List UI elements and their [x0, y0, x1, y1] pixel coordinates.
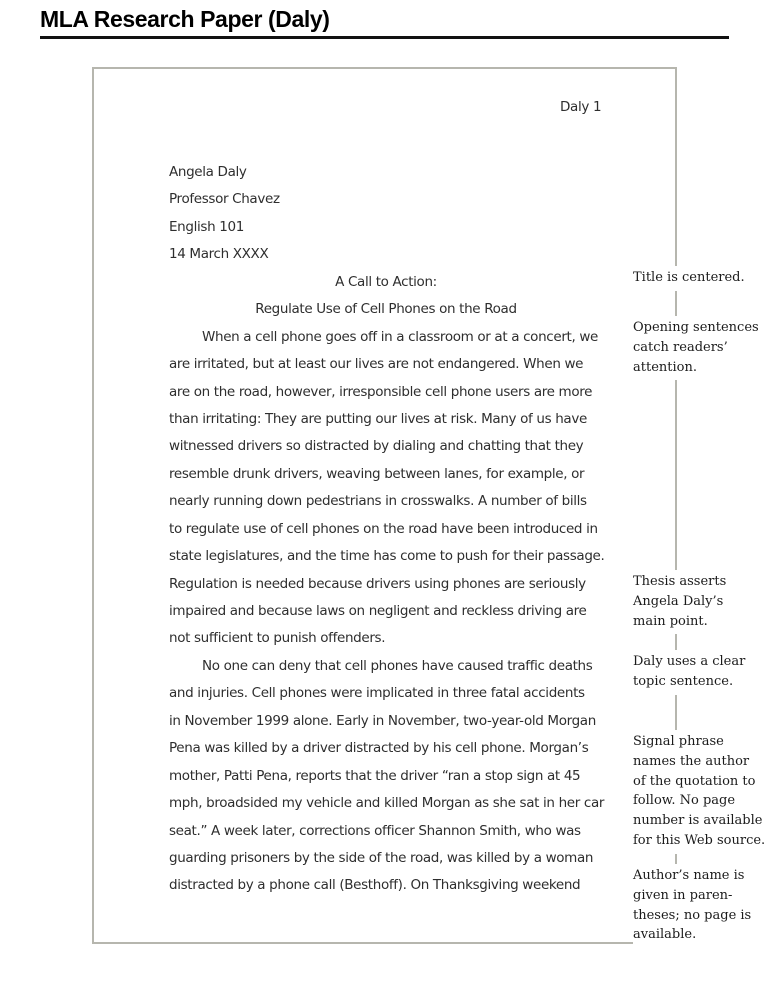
annotation-line: for this Web source. [633, 832, 766, 848]
annotation-line: Daly uses a clear [633, 654, 746, 669]
mla-heading-block [169, 159, 603, 269]
margin-annotation [633, 650, 767, 695]
annotation-line: Author’s name is [633, 868, 745, 883]
annotation-line: number is available [633, 813, 763, 829]
body-line: seat.” A week later, corrections officer Shannon Smith, who was [169, 822, 581, 839]
annotation-line: follow. No page [633, 793, 736, 809]
annotation-line: topic sentence. [633, 673, 734, 689]
heading-line: English 101 [169, 218, 244, 235]
body-line: Regulation is needed because drivers using phones are seriously [169, 575, 586, 592]
annotation-line: Title is centered. [633, 270, 745, 285]
annotation-line: theses; no page is [633, 907, 752, 923]
annotation-line: catch readers’ [633, 339, 728, 355]
annotation-line: Angela Daly’s [633, 593, 724, 609]
document-banner-title: MLA Research Paper (Daly) [40, 6, 330, 32]
annotation-line: Opening sentences [633, 320, 759, 335]
annotation-line: Thesis asserts [633, 574, 727, 589]
heading-line: 14 March XXXX [169, 246, 269, 263]
body-line: guarding prisoners by the side of the road, was killed by a woman [169, 849, 594, 866]
annotation-line: main point. [633, 613, 708, 629]
body-line: are on the road, however, irresponsible cell phone users are more [169, 383, 593, 400]
body-line: not sufficient to punish offenders. [169, 630, 386, 647]
banner-rule [40, 36, 729, 39]
body-line: and injuries. Cell phones were implicated in three fatal accidents [169, 685, 585, 702]
body-line: When a cell phone goes off in a classroom or at a concert, we [202, 328, 598, 345]
margin-annotation [633, 864, 767, 948]
body-line: Pena was killed by a driver distracted by his cell phone. Morgan’s [169, 740, 589, 757]
running-head-page-number: Daly 1 [560, 99, 602, 115]
annotation-line: of the quotation to [633, 773, 756, 789]
essay-title [169, 269, 603, 324]
body-line: nearly running down pedestrians in crosswalks. A number of bills [169, 493, 587, 510]
heading-line: Angela Daly [169, 164, 247, 180]
body-line: impaired and because laws on negligent and reckless driving are [169, 603, 587, 619]
body-line: than irritating: They are putting our lives at risk. Many of us have [169, 410, 587, 427]
body-line: mph, broadsided my vehicle and killed Morgan as she sat in her car [169, 795, 605, 812]
body-line: mother, Patti Pena, reports that the driver “ran a stop sign at 45 [169, 767, 581, 784]
margin-annotation [633, 570, 767, 634]
annotation-line: available. [633, 927, 697, 943]
body-line: distracted by a phone call (Besthoff). On Thanksgiving weekend [169, 877, 581, 894]
heading-line: Professor Chavez [169, 191, 280, 208]
body-line: No one can deny that cell phones have caused traffic deaths [202, 657, 593, 674]
paper-content [169, 159, 603, 900]
annotation-line: names the author [633, 753, 750, 769]
essay-body [169, 324, 603, 900]
sample-paper-page [92, 67, 677, 944]
margin-annotation [633, 316, 767, 380]
title-line: A Call to Action: [335, 273, 437, 290]
annotation-line: Signal phrase [633, 734, 724, 749]
body-line: resemble drunk drivers, weaving between lanes, for example, or [169, 465, 585, 482]
margin-annotation [633, 266, 767, 291]
body-line: state legislatures, and the time has come to push for their passage. [169, 548, 605, 565]
body-line: in November 1999 alone. Early in November, two-year-old Morgan [169, 712, 596, 729]
annotation-line: given in paren- [633, 887, 733, 903]
body-line: are irritated, but at least our lives are not endangered. When we [169, 356, 584, 373]
body-line: witnessed drivers so distracted by dialing and chatting that they [169, 438, 584, 455]
title-line: Regulate Use of Cell Phones on the Road [255, 301, 517, 318]
annotation-line: attention. [633, 359, 697, 375]
margin-annotation [633, 730, 767, 854]
body-line: to regulate use of cell phones on the road have been introduced in [169, 520, 598, 537]
